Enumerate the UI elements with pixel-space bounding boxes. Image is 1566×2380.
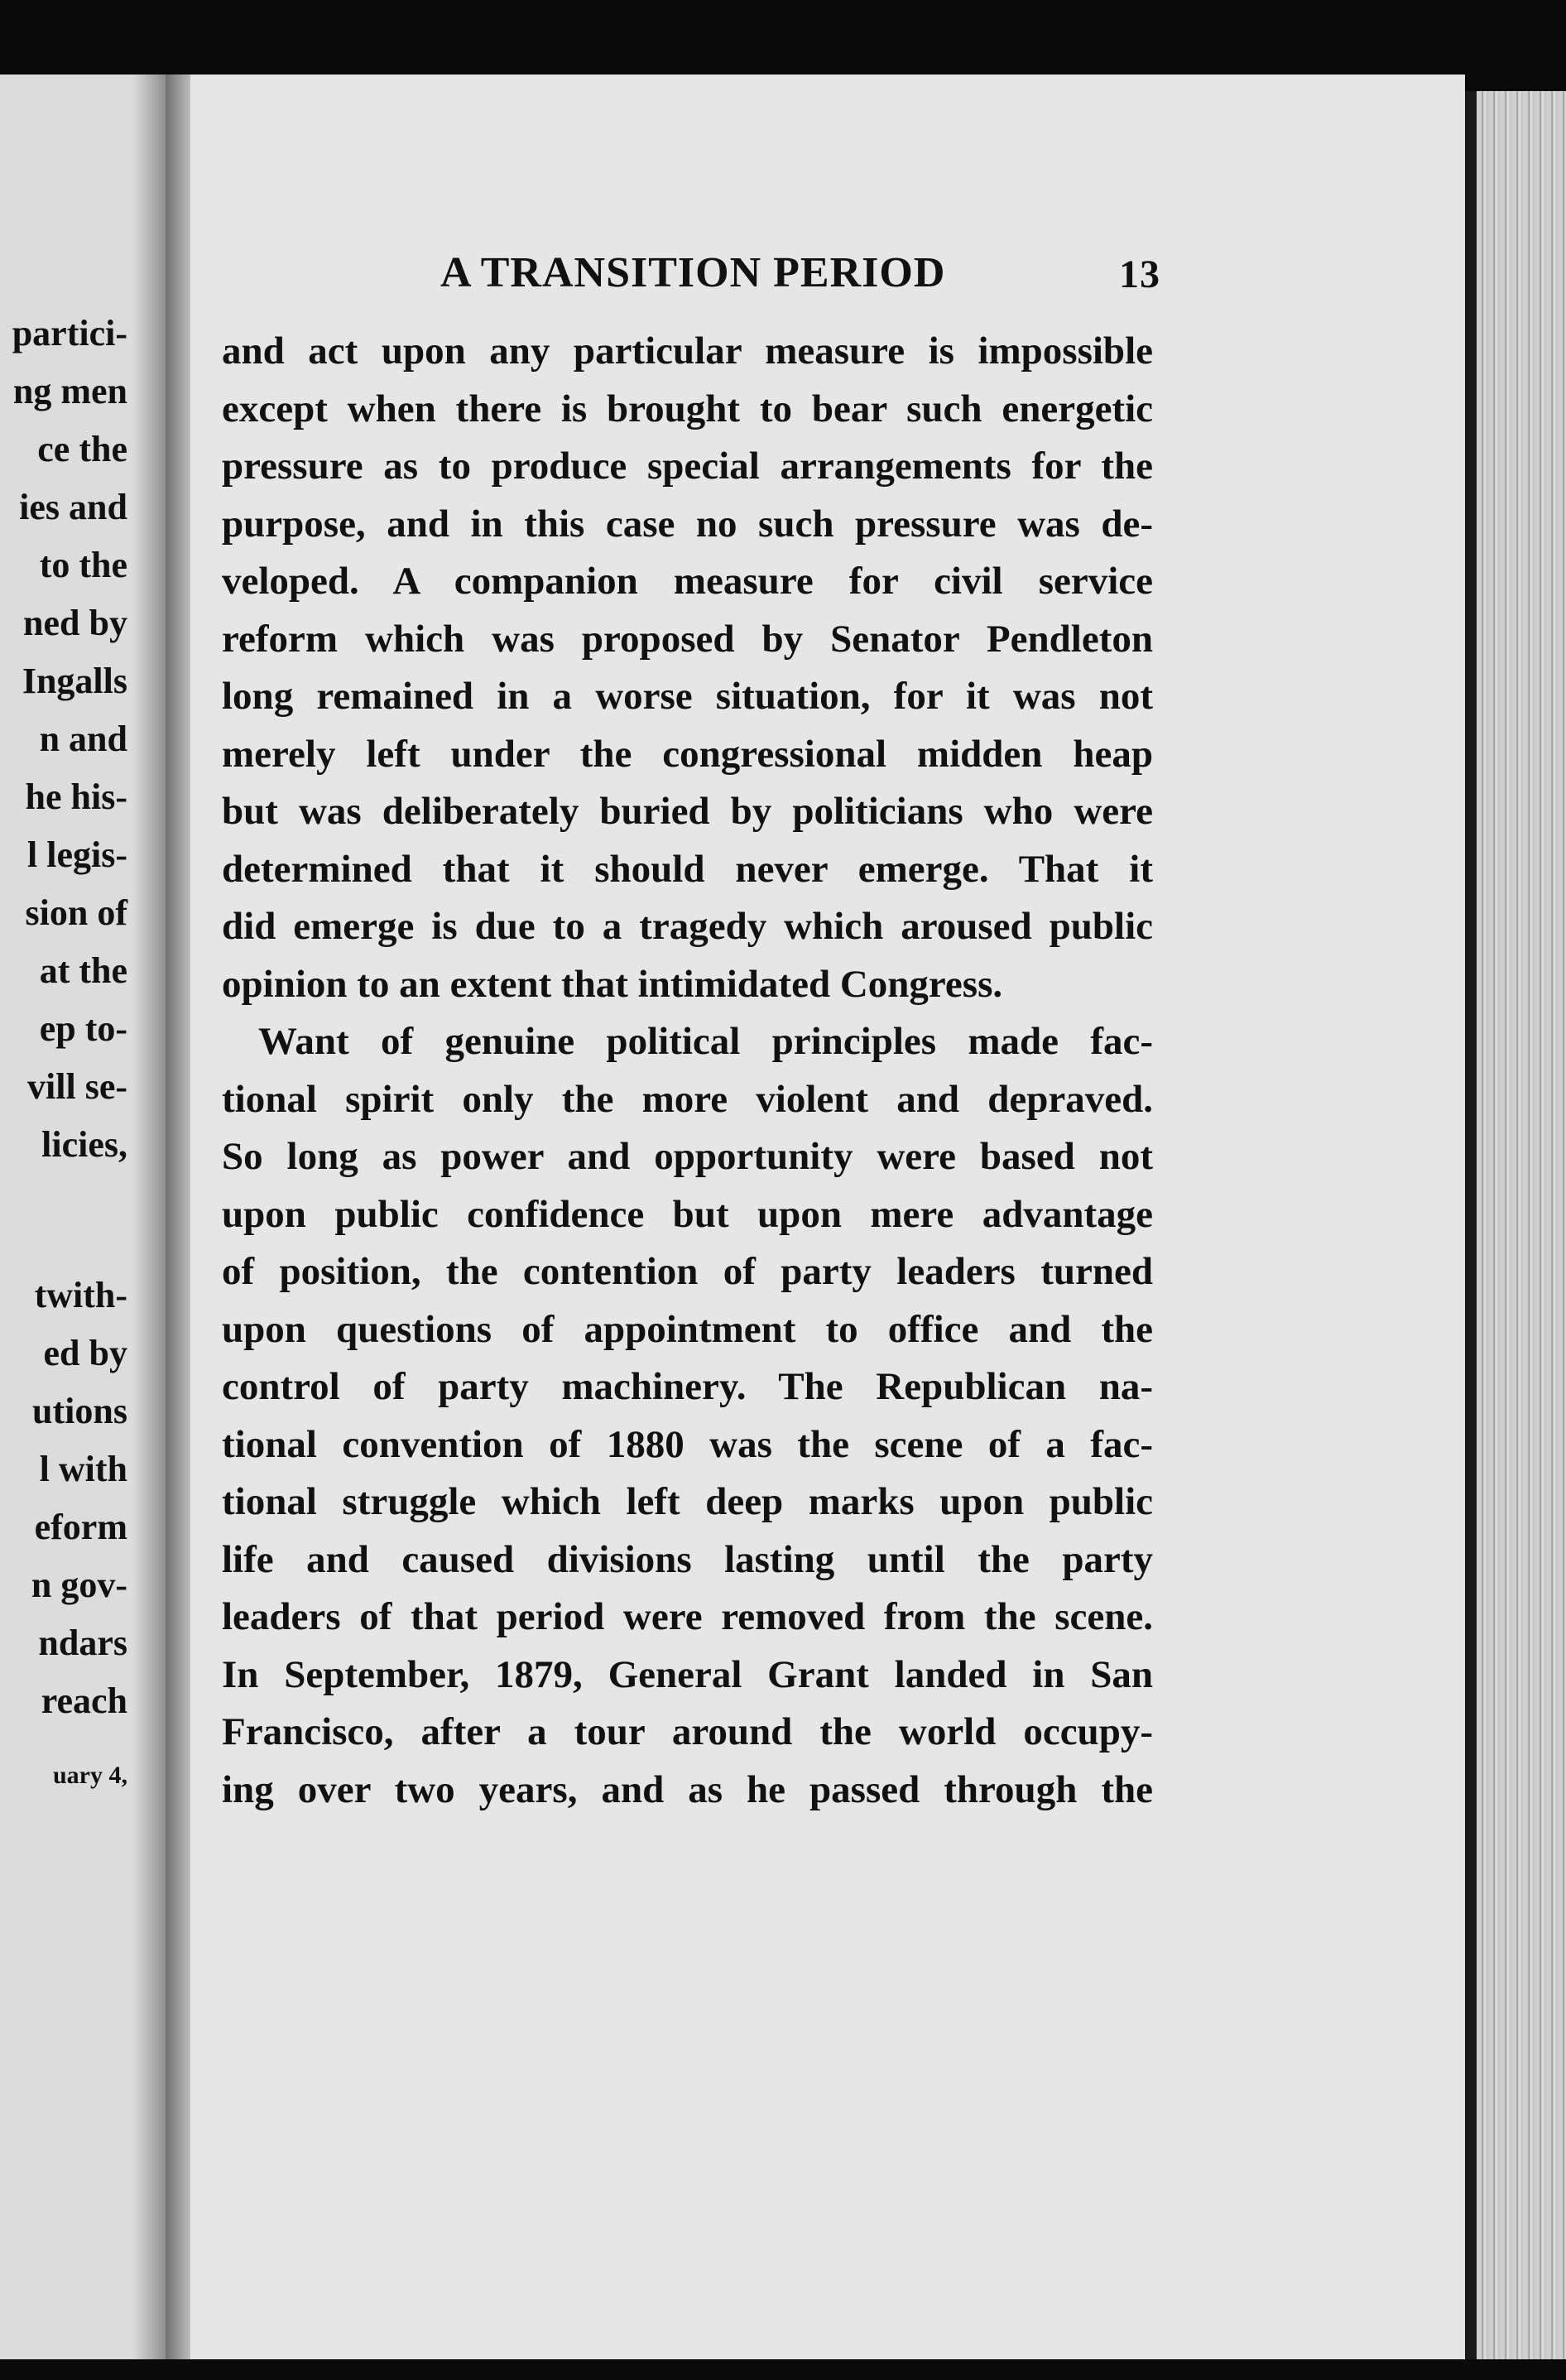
text-line: veloped. A companion measure for civil service [222,560,1153,603]
left-page-line: he his- [25,777,127,817]
text-line: life and caused divisions lasting until the party [222,1537,1153,1581]
text-line: tional convention of 1880 was the scene of a fac- [222,1422,1153,1466]
left-page-line: n gov- [31,1565,127,1605]
left-page-line: partici- [12,313,127,353]
left-page-line: vill se- [27,1066,127,1107]
text-line: purpose, and in this case no such pressure was de- [222,502,1153,546]
text-line: pressure as to produce special arrangements for the [222,445,1153,488]
text-line: In September, 1879, General Grant landed in San [222,1652,1153,1696]
left-page-line: n and [39,719,127,759]
left-page-line: ies and [19,487,127,527]
text-line: upon questions of appointment to office and the [222,1307,1153,1351]
text-line: determined that it should never emerge. That it [222,847,1153,891]
left-page-line: at the [39,950,127,991]
text-line: reform which was proposed by Senator Pendleton [222,617,1153,661]
left-page-line: utions [32,1391,127,1431]
text-line: and act upon any particular measure is impossible [222,329,1153,373]
running-head [245,248,1160,306]
left-page-line: ng men [12,371,127,411]
text-line: Francisco, after a tour around the world occupy- [222,1710,1153,1753]
left-page-line: licies, [41,1124,127,1165]
text-line: control of party machinery. The Republican na- [222,1365,1153,1408]
left-page-line: twith- [34,1275,127,1315]
text-line: ing over two years, and as he passed through the [222,1767,1153,1811]
left-page-line: to the [39,545,127,585]
text-line: merely left under the congressional midden heap [222,732,1153,776]
text-line: So long as power and opportunity were based not [222,1135,1153,1178]
left-page-line: eform [34,1507,127,1547]
page-edges [1465,91,1566,2359]
previous-page-fragment [0,75,166,2359]
running-head-title: A TRANSITION PERIOD [440,249,946,296]
left-page-line: sion of [25,892,127,933]
left-page-line: ed by [43,1333,127,1373]
left-page-line: Ingalls [22,661,127,701]
text-line: long remained in a worse situation, for it was not [222,675,1153,718]
text-line: did emerge is due to a tragedy which aroused public [222,905,1153,948]
text-line: tional spirit only the more violent and depraved. [222,1077,1153,1121]
text-line: tional struggle which left deep marks upon public [222,1480,1153,1523]
left-page-line: reach [41,1680,127,1721]
text-line: of position, the contention of party leaders turned [222,1250,1153,1293]
left-page-line: uary 4, [53,1762,127,1789]
book-gutter [166,75,190,2359]
text-line: leaders of that period were removed from the scene. [222,1595,1153,1638]
left-page-line: ce the [37,429,127,469]
left-page-line: ep to- [39,1008,127,1049]
left-page-line: ned by [23,603,127,643]
page-number: 13 [1119,252,1160,296]
text-line: opinion to an extent that intimidated Congress. [222,962,1003,1006]
text-line: Want of genuine political principles made fac- [258,1020,1153,1063]
text-line: upon public confidence but upon mere advantage [222,1192,1153,1236]
left-page-line: ndars [38,1623,127,1663]
left-page-line: l legis- [27,834,127,875]
body-text [222,323,1153,1819]
left-page-line: l with [39,1449,127,1489]
text-line: except when there is brought to bear such energetic [222,387,1153,430]
text-line: but was deliberately buried by politicians who were [222,790,1153,833]
